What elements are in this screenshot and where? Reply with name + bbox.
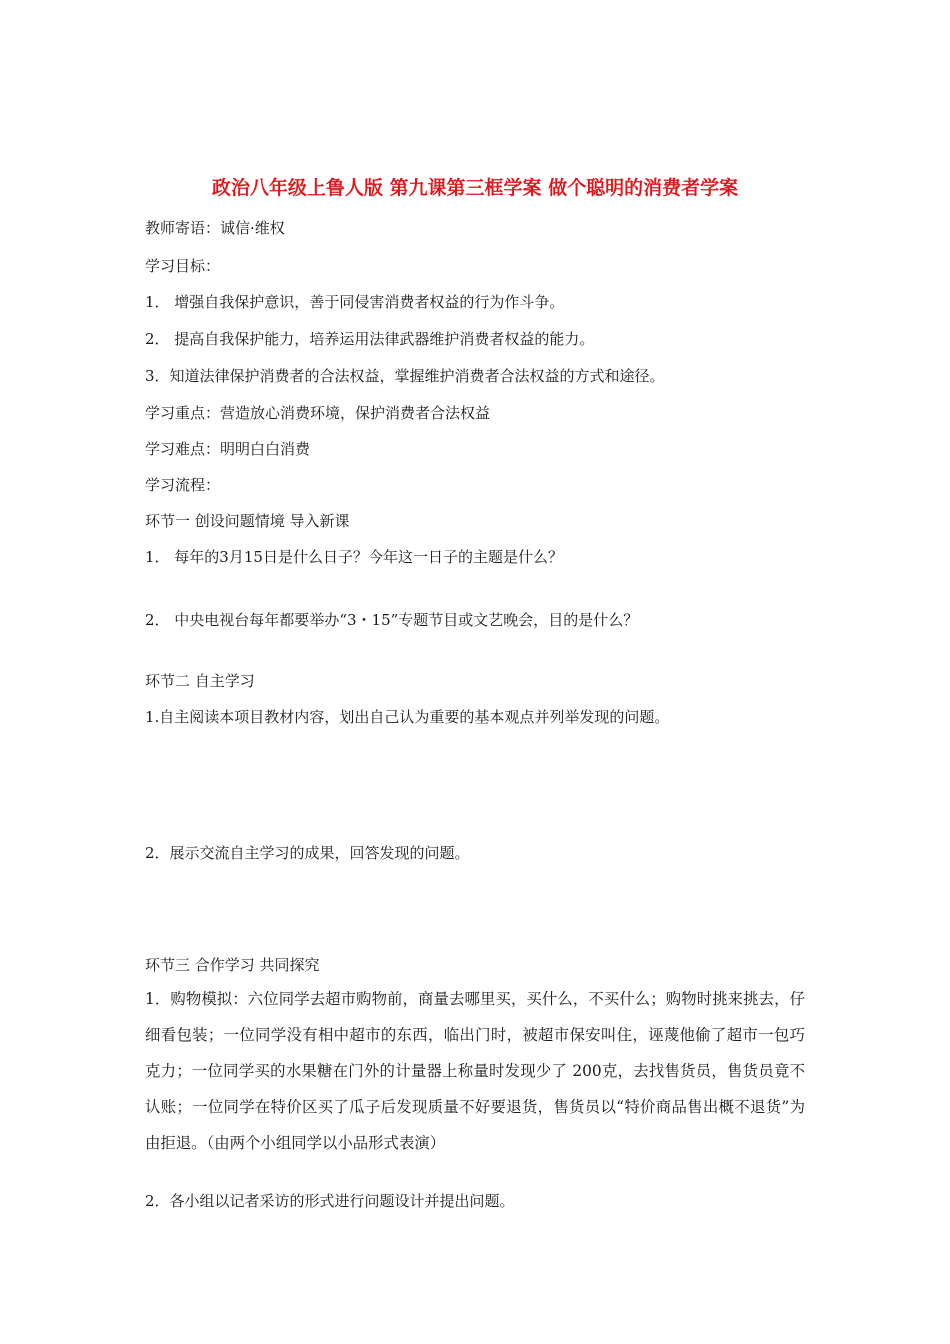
process-heading: 学习流程： — [145, 476, 221, 494]
step2-item: 1.自主阅读本项目教材内容，划出自己认为重要的基本观点并列举发现的问题。 — [145, 708, 670, 726]
step2-item: 2．展示交流自主学习的成果，回答发现的问题。 — [145, 844, 470, 862]
step3-paragraph: 1．购物模拟：六位同学去超市购物前，商量去哪里买，买什么，不买什么；购物时挑来挑去，仔细看包装；一位同学没有相中超市的东西，临出门时，被超市保安叫住，诬蔑他偷了超市一包巧克力；一位同学买的水果糖在门外的计量器上称量时发现少了 200克，去找售货员，售货员竟不认账；一位同学在特价区买了瓜子后发现质量不好要退货，售货员以“特价商品售出概不退货”为由拒退。（由两个小组同学以小品形式表演） — [145, 990, 805, 1152]
objective-item: 1． 增强自我保护意识，善于同侵害消费者权益的行为作斗争。 — [145, 293, 565, 311]
objective-item: 2． 提高自我保护能力，培养运用法律武器维护消费者权益的能力。 — [145, 330, 595, 348]
step1-question: 2． 中央电视台每年都要举办“3・15”专题节目或文艺晚会，目的是什么？ — [145, 611, 639, 629]
difficult-point: 学习难点：明明白白消费 — [145, 440, 311, 458]
objectives-heading: 学习目标： — [145, 257, 221, 275]
teacher-motto: 教师寄语：诚信·维权 — [145, 219, 285, 237]
step1-question: 1． 每年的3月15日是什么日子？今年这一日子的主题是什么？ — [145, 548, 563, 566]
document-title: 政治八年级上鲁人版 第九课第三框学案 做个聪明的消费者学案 — [211, 177, 739, 199]
objective-item: 3．知道法律保护消费者的合法权益，掌握维护消费者合法权益的方式和途径。 — [145, 367, 665, 385]
step3-item: 2．各小组以记者采访的形式进行问题设计并提出问题。 — [145, 1192, 515, 1210]
step2-heading: 环节二 自主学习 — [145, 672, 255, 690]
step1-heading: 环节一 创设问题情境 导入新课 — [145, 512, 350, 530]
key-point: 学习重点：营造放心消费环境，保护消费者合法权益 — [145, 404, 491, 422]
step3-heading: 环节三 合作学习 共同探究 — [145, 956, 320, 974]
